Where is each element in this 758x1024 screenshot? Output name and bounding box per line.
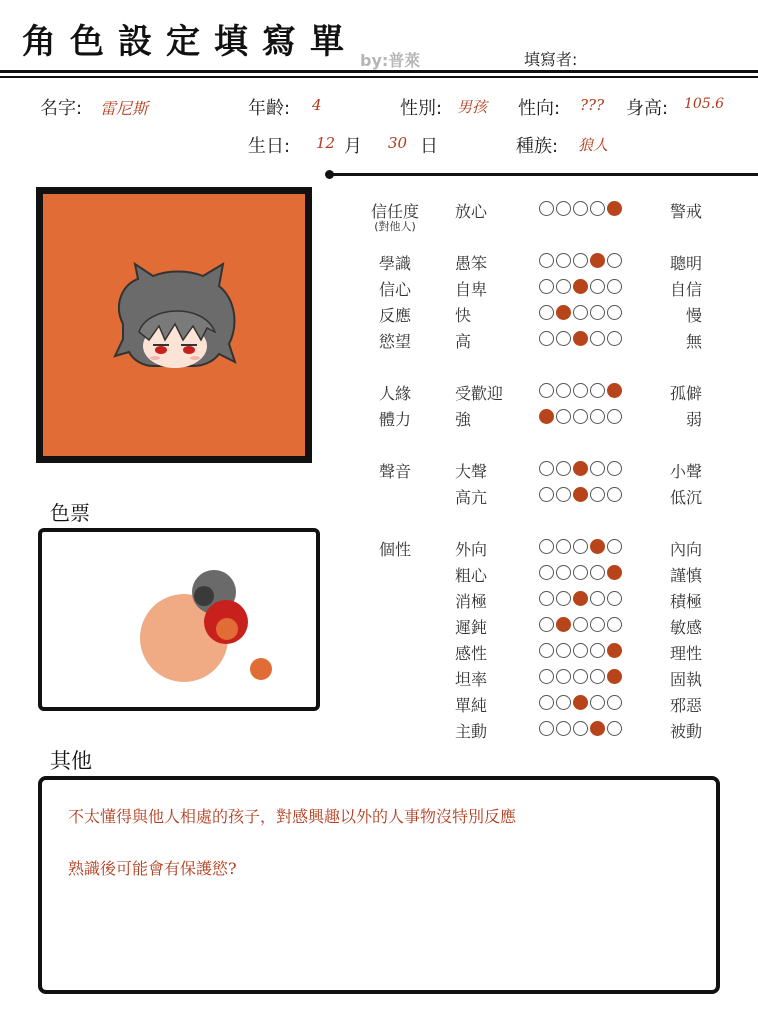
rating-dot-filled [573,591,588,606]
rating-dot-empty [556,539,571,554]
rating-dot-empty [607,305,622,320]
attr-rating [539,487,622,502]
attr-left-label: 強 [455,410,472,429]
rating-dot-empty [556,695,571,710]
attr-rating [539,643,622,658]
age-label: 年齡: [248,98,291,119]
attr-left-label: 高 [455,332,472,351]
attr-category: 慾望 [378,332,411,351]
rating-dot-filled [573,461,588,476]
rating-dot-empty [590,487,605,502]
rating-dot-empty [590,695,605,710]
birth-month-value: 12 [316,134,336,152]
rating-dot-empty [607,721,622,736]
attr-rating [539,669,622,684]
rating-dot-empty [607,409,622,424]
attr-right-label: 被動 [669,722,702,741]
attr-category: 信任度 [370,202,419,221]
attr-right-label: 弱 [685,410,702,429]
rating-dot-empty [607,279,622,294]
attr-left-label: 大聲 [455,462,488,481]
rating-dot-empty [556,591,571,606]
rating-dot-filled [539,409,554,424]
attr-rating [539,409,622,424]
month-label: 月 [344,136,362,157]
form-title: 角色設定填寫單 [22,22,358,62]
attr-rating [539,539,622,554]
attr-right-label: 理性 [669,644,702,663]
rating-dot-filled [573,487,588,502]
rating-dot-empty [539,461,554,476]
rating-dot-empty [607,617,622,632]
rating-dot-empty [556,331,571,346]
attr-rating [539,253,622,268]
rating-dot-empty [556,253,571,268]
attr-category: 聲音 [378,462,411,481]
rating-dot-empty [573,669,588,684]
attr-left-label: 粗心 [455,566,488,585]
rating-dot-empty [590,461,605,476]
other-title: 其他 [50,749,92,773]
attr-left-label: 單純 [455,696,488,715]
rating-dot-empty [607,331,622,346]
rating-dot-empty [590,643,605,658]
rating-dot-empty [539,279,554,294]
rating-dot-empty [539,201,554,216]
attr-right-label: 內向 [669,540,702,559]
rating-dot-empty [590,591,605,606]
filler-label: 填寫者: [524,50,578,69]
gender-value: 男孩 [457,98,488,116]
attr-category: 體力 [378,410,411,429]
rating-dot-empty [539,487,554,502]
rating-dot-empty [590,409,605,424]
attr-category: 反應 [378,306,411,325]
attr-right-label: 謹慎 [669,566,702,585]
attr-rating [539,201,622,216]
attr-left-label: 高亢 [455,488,488,507]
rating-dot-empty [539,305,554,320]
rating-dot-empty [573,539,588,554]
attr-right-label: 積極 [669,592,702,611]
rating-dot-empty [539,383,554,398]
attr-category-note: (對他人) [374,220,416,233]
rating-dot-filled [573,279,588,294]
note-line-2: 熟識後可能會有保護慾? [68,859,237,878]
rating-dot-empty [573,565,588,580]
rating-dot-empty [607,539,622,554]
attr-left-label: 受歡迎 [455,384,504,403]
attr-left-label: 消極 [455,592,488,611]
rating-dot-empty [556,565,571,580]
rating-dot-empty [573,721,588,736]
swatch-box [38,528,320,711]
attr-left-label: 放心 [455,202,488,221]
section-divider-dot [325,170,334,179]
attr-left-label: 感性 [455,644,488,663]
rating-dot-empty [556,487,571,502]
rating-dot-empty [556,383,571,398]
name-value: 雷尼斯 [100,99,149,118]
rating-dot-empty [556,721,571,736]
attr-rating [539,305,622,320]
rating-dot-empty [556,201,571,216]
attr-rating [539,565,622,580]
rating-dot-filled [607,201,622,216]
rating-dot-empty [590,565,605,580]
attr-right-label: 低沉 [669,488,702,507]
attr-left-label: 坦率 [455,670,488,689]
attr-left-label: 自卑 [455,280,488,299]
note-line-1: 不太懂得與他人相處的孩子，對感興趣以外的人事物沒特別反應 [68,807,517,826]
rating-dot-filled [556,617,571,632]
attr-rating [539,695,622,710]
rating-dot-filled [607,643,622,658]
attr-right-label: 孤僻 [669,384,702,403]
attr-right-label: 小聲 [669,462,702,481]
attr-right-label: 固執 [669,670,702,689]
rating-dot-empty [539,565,554,580]
attr-left-label: 遲鈍 [455,618,488,637]
rating-dot-filled [573,331,588,346]
rating-dot-empty [607,253,622,268]
rating-dot-filled [573,695,588,710]
rating-dot-empty [590,617,605,632]
rating-dot-empty [573,617,588,632]
rating-dot-empty [556,461,571,476]
rating-dot-filled [590,721,605,736]
gender-label: 性別: [400,98,443,119]
attr-right-label: 自信 [669,280,702,299]
rating-dot-empty [539,721,554,736]
rating-dot-empty [556,643,571,658]
rating-dot-empty [590,305,605,320]
attr-category: 個性 [378,540,411,559]
section-divider [330,173,758,176]
birthday-label: 生日: [248,136,291,157]
height-value: 105.6 [684,96,725,112]
attr-category: 信心 [378,280,411,299]
swatch-accent [250,658,272,680]
age-value: 4 [312,96,322,114]
rating-dot-empty [539,669,554,684]
height-label: 身高: [626,98,669,119]
rating-dot-empty [539,331,554,346]
rating-dot-empty [590,279,605,294]
other-box [38,776,720,994]
character-avatar-icon [43,194,305,456]
attr-rating [539,591,622,606]
attr-rating [539,279,622,294]
rating-dot-empty [590,383,605,398]
header-rule-bottom [0,76,758,78]
attr-rating [539,617,622,632]
name-label: 名字: [40,98,83,119]
rating-dot-empty [539,539,554,554]
attr-left-label: 主動 [455,722,488,741]
rating-dot-filled [607,383,622,398]
attr-rating [539,331,622,346]
rating-dot-filled [607,565,622,580]
rating-dot-empty [539,617,554,632]
attr-right-label: 聰明 [669,254,702,273]
attr-right-label: 慢 [685,306,702,325]
attr-left-label: 快 [455,306,472,325]
rating-dot-filled [590,539,605,554]
rating-dot-empty [573,305,588,320]
rating-dot-empty [539,591,554,606]
swatch-accent-small [216,618,238,640]
header-rule-top [0,70,758,73]
rating-dot-empty [573,253,588,268]
rating-dot-empty [539,253,554,268]
attr-rating [539,721,622,736]
attr-right-label: 邪惡 [669,696,702,715]
swatch-hair-dark [194,586,214,606]
byline: by:普萊 [360,51,421,70]
birth-day-value: 30 [388,134,408,152]
rating-dot-filled [590,253,605,268]
character-portrait [36,187,312,463]
rating-dot-empty [556,669,571,684]
rating-dot-empty [590,669,605,684]
rating-dot-empty [607,591,622,606]
race-label: 種族: [516,136,559,157]
attr-left-label: 外向 [455,540,488,559]
attr-right-label: 警戒 [669,202,702,221]
rating-dot-empty [607,487,622,502]
rating-dot-empty [539,695,554,710]
orientation-label: 性向: [518,98,561,119]
attr-category: 學識 [378,254,411,273]
rating-dot-empty [573,643,588,658]
rating-dot-empty [607,461,622,476]
race-value: 狼人 [578,136,609,154]
rating-dot-empty [539,643,554,658]
attr-right-label: 無 [685,332,702,351]
attr-category: 人緣 [378,384,411,403]
day-label: 日 [420,136,438,157]
rating-dot-empty [607,695,622,710]
rating-dot-empty [573,201,588,216]
attr-rating [539,461,622,476]
rating-dot-empty [556,409,571,424]
rating-dot-filled [607,669,622,684]
rating-dot-empty [573,383,588,398]
attr-left-label: 愚笨 [455,254,488,273]
attr-rating [539,383,622,398]
attr-right-label: 敏感 [669,618,702,637]
rating-dot-empty [590,331,605,346]
rating-dot-filled [556,305,571,320]
orientation-value: ??? [580,96,605,114]
swatch-title: 色票 [50,501,90,525]
rating-dot-empty [573,409,588,424]
rating-dot-empty [590,201,605,216]
rating-dot-empty [556,279,571,294]
